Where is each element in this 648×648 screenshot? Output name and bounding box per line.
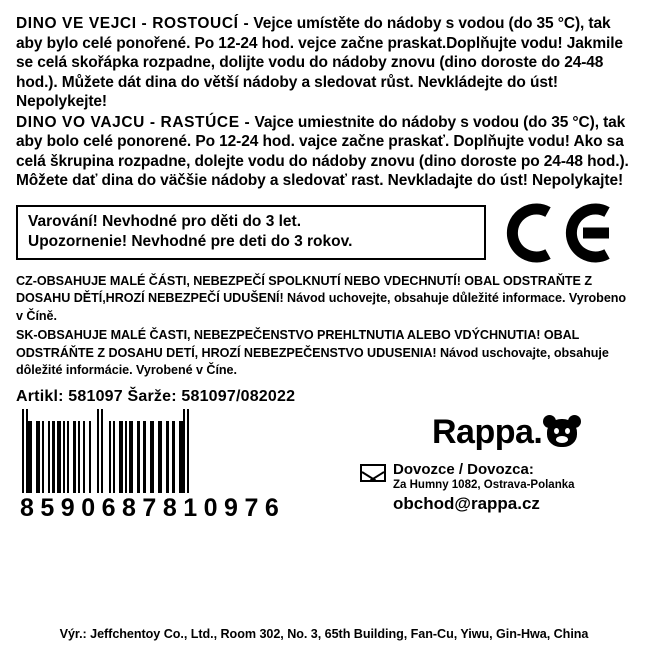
brand-name: Rappa. — [432, 412, 543, 451]
importer-block — [360, 461, 632, 514]
importer-email: obchod@rappa.cz — [393, 493, 540, 513]
importer-address: Za Humny 1082, Ostrava-Polanka — [393, 478, 575, 491]
instructions-sk — [16, 113, 632, 191]
instructions-sk-body: Vajce umiestnite do nádoby s vodou (do 35 °C), tak aby bolo celé ponorené. Po 12-24 hod. vajce začne praskať. Doplňujte vodu! Ako sa celá škrupina rozpadne, dolejte vodu do nádoby znovu (dino doroste po 24-48 hod.). Môžete dať dina do väčšie nádoby a sledovať rast. Nevkladajte do úst! Nepolykajte! — [16, 113, 629, 189]
barcode-block — [16, 409, 346, 523]
manufacturer-footer: Výr.: Jeffchentoy Co., Ltd., Room 302, No. 3, 65th Building, Fan-Cu, Yiwu, Gin-Hwa, China — [59, 627, 589, 641]
instructions-cz-heading: DINO VE VEJCI - ROSTOUCÍ - — [16, 15, 250, 32]
article-line: Artikl: 581097 Šarže: 581097/082022 — [16, 387, 296, 405]
warning-row — [16, 202, 632, 264]
warning-box — [16, 205, 486, 260]
brand-column — [360, 409, 632, 514]
legal-cz: CZ-OBSAHUJE MALÉ ČÁSTI, NEBEZPEČÍ SPOLKNUTÍ NEBO VDECHNUTÍ! OBAL ODSTRAŇTE Z DOSAHU DĚTÍ,HROZÍ NEBEZPEČÍ UDUŠENÍ! Návod uchovejte, obsahuje důležité informace. Vyrobeno v Číně. — [16, 273, 627, 323]
instructions-cz — [16, 14, 632, 112]
instructions-section — [16, 14, 632, 191]
warning-sk: Upozornenie! Nevhodné pre deti do 3 rokov. — [28, 233, 353, 250]
ce-mark-icon — [504, 202, 614, 264]
barcode-image — [22, 409, 346, 493]
legal-sk: SK-OBSAHUJE MALÉ ČASTI, NEBEZPEČENSTVO PREHLTNUTIA ALEBO VDÝCHNUTIA! OBAL ODSTRÁŇTE Z DOSAHU DETÍ, HROZÍ NEBEZPEČENSTVO UDUSENIA! Návod uschovajte, obsahuje dôležité informácie. Vyrobené v Číne. — [16, 328, 609, 377]
barcode-digits: 8590687810976 — [20, 493, 286, 522]
importer-label: Dovozce / Dovozca: — [393, 460, 534, 478]
brand-logo — [432, 412, 632, 451]
instructions-sk-heading: DINO VO VAJCU - RASTÚCE - — [16, 113, 251, 131]
bottom-section — [16, 409, 632, 523]
legal-section — [16, 273, 632, 380]
bear-icon — [543, 415, 581, 449]
instructions-cz-body: Vejce umístěte do nádoby s vodou (do 35 °C), tak aby bylo celé ponořené. Po 12-24 hod. vejce začne praskat.Doplňujte vodu! Jakmile se celá skořápka rozpadne, dolijte vodu do nádoby znovu (dino doroste do 24-48 hod.). Můžete dát dina do větší nádoby a sledovat růst. Nevkládejte do úst! Nepolykejte! — [16, 15, 623, 110]
warning-cz: Varování! Nevhodné pro děti do 3 let. — [28, 213, 302, 230]
envelope-icon — [360, 464, 386, 482]
